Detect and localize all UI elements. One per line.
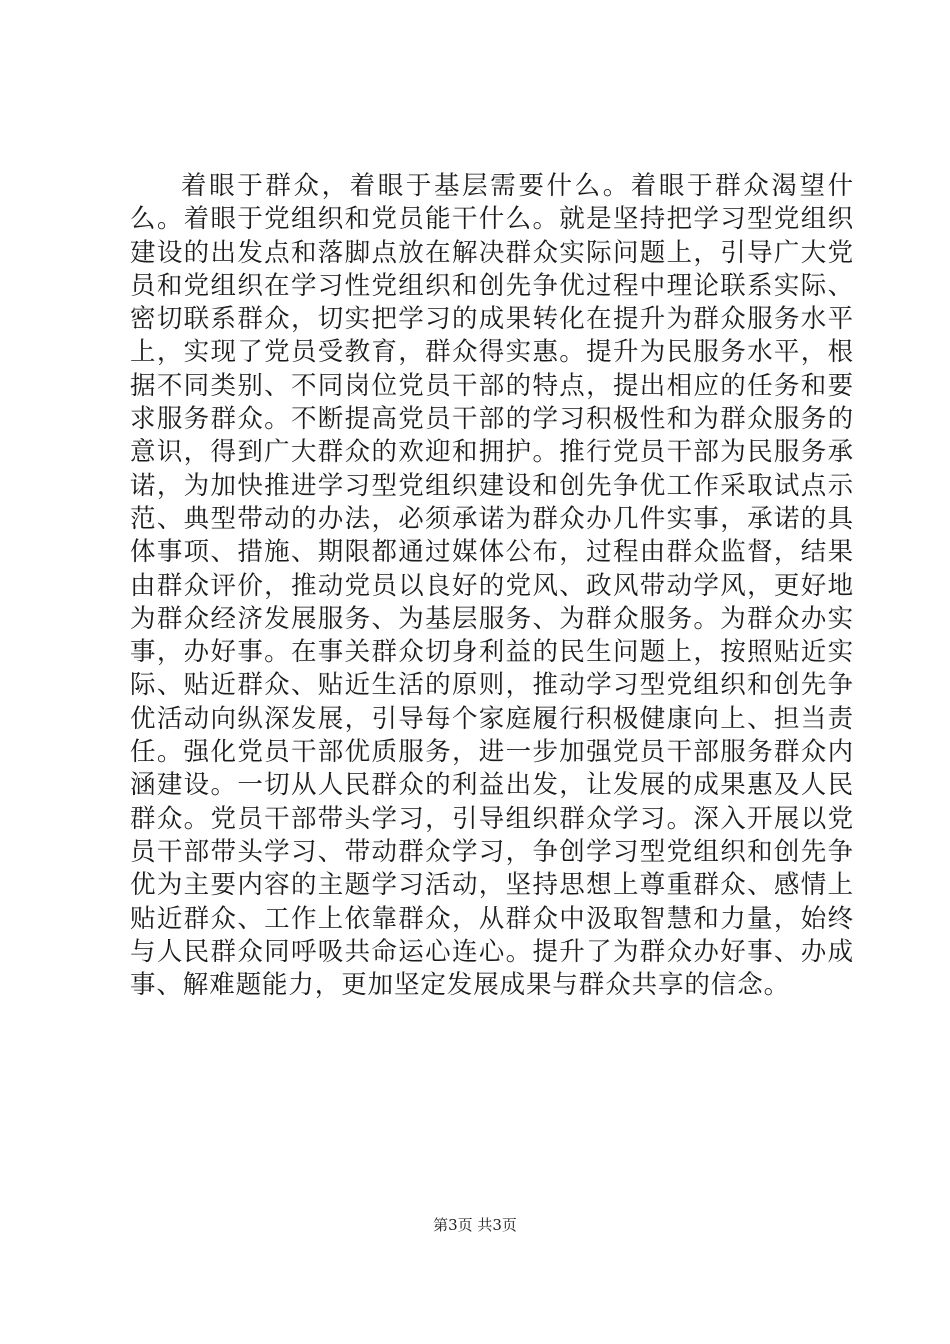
page-footer: 第3页 共3页 [433, 1216, 517, 1234]
body-paragraph: 着眼于群众，着眼于基层需要什么。着眼于群众渴望什么。着眼于党组织和党员能干什么。就是坚持把学习型党组织建设的出发点和落脚点放在解决群众实际问题上，引导广大党员和党组织在学习性党组织和创先争优过程中理论联系实际、密切联系群众，切实把学习的成果转化在提升为群众服务水平上，实现了党员受教育，群众得实惠。提升为民服务水平，根据不同类别、不同岗位党员干部的特点，提出相应的任务和要求服务群众。不断提高党员干部的学习积极性和为群众服务的意识，得到广大群众的欢迎和拥护。推行党员干部为民服务承诺，为加快推进学习型党组织建设和创先争优工作采取试点示范、典型带动的办法，必须承诺为群众办几件实事，承诺的具体事项、措施、期限都通过媒体公布，过程由群众监督，结果由群众评价，推动党员以良好的党风、政风带动学风，更好地为群众经济发展服务、为基层服务、为群众服务。为群众办实事，办好事。在事关群众切身利益的民生问题上，按照贴近实际、贴近群众、贴近生活的原则，推动学习型党组织和创先争优活动向纵深发展，引导每个家庭履行积极健康向上、担当责任。强化党员干部优质服务，进一步加强党员干部服务群众内涵建设。一切从人民群众的利益出发，让发展的成果惠及人民群众。党员干部带头学习，引导组织群众学习。深入开展以党员干部带头学习、带动群众学习，争创学习型党组织和创先争优为主要内容的主题学习活动，坚持思想上尊重群众、感情上贴近群众、工作上依靠群众，从群众中汲取智慧和力量，始终与人民群众同呼吸共命运心连心。提升了为群众办好事、办成事、解难题能力，更加坚定发展成果与群众共享的信念。 [130, 171, 854, 1001]
